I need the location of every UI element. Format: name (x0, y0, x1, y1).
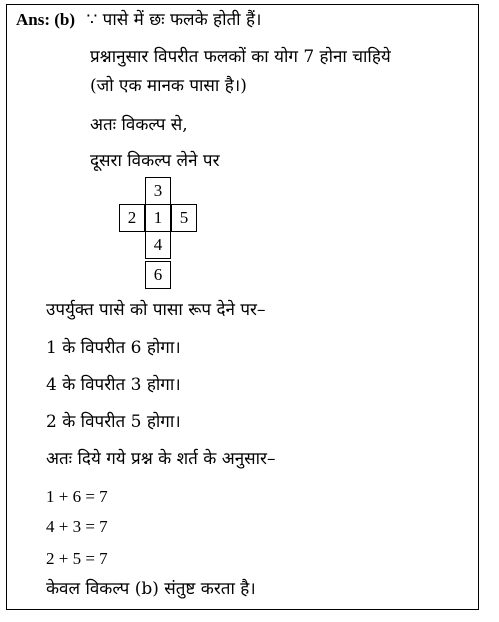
net-face-top: 3 (145, 177, 171, 205)
net-face-bottom: 6 (145, 261, 171, 289)
net-face-left: 2 (119, 204, 145, 232)
answer-line (16, 9, 261, 31)
net-face-below: 4 (145, 231, 171, 259)
answer-statement: ∵ पासे में छः फलके होती हैं। (86, 10, 262, 30)
second-option-text: दूसरा विकल्प लेने पर (90, 151, 220, 171)
conclusion-text: केवल विकल्प (b) संतुष्ट करता है। (46, 579, 256, 599)
condition-text: प्रश्नानुसार विपरीत फलकों का योग 7 होना चाहिये (90, 47, 391, 67)
equation-1: 1 + 6 = 7 (46, 487, 108, 506)
equation-2: 4 + 3 = 7 (46, 517, 108, 536)
standard-die-note: (जो एक मानक पासा है।) (90, 76, 247, 96)
opposite-1-6: 1 के विपरीत 6 होगा। (46, 338, 181, 358)
net-face-right: 5 (171, 204, 197, 232)
equation-3: 2 + 5 = 7 (46, 549, 108, 568)
net-face-center: 1 (145, 204, 171, 232)
from-options-text: अतः विकल्प से, (90, 115, 188, 135)
answer-label: Ans: (b) (16, 10, 76, 29)
per-condition-text: अतः दिये गये प्रश्न के शर्त के अनुसार– (46, 449, 276, 469)
folding-text: उपर्युक्त पासे को पासा रूप देने पर– (46, 300, 266, 320)
opposite-4-3: 4 के विपरीत 3 होगा। (46, 375, 181, 395)
opposite-2-5: 2 के विपरीत 5 होगा। (46, 412, 181, 432)
